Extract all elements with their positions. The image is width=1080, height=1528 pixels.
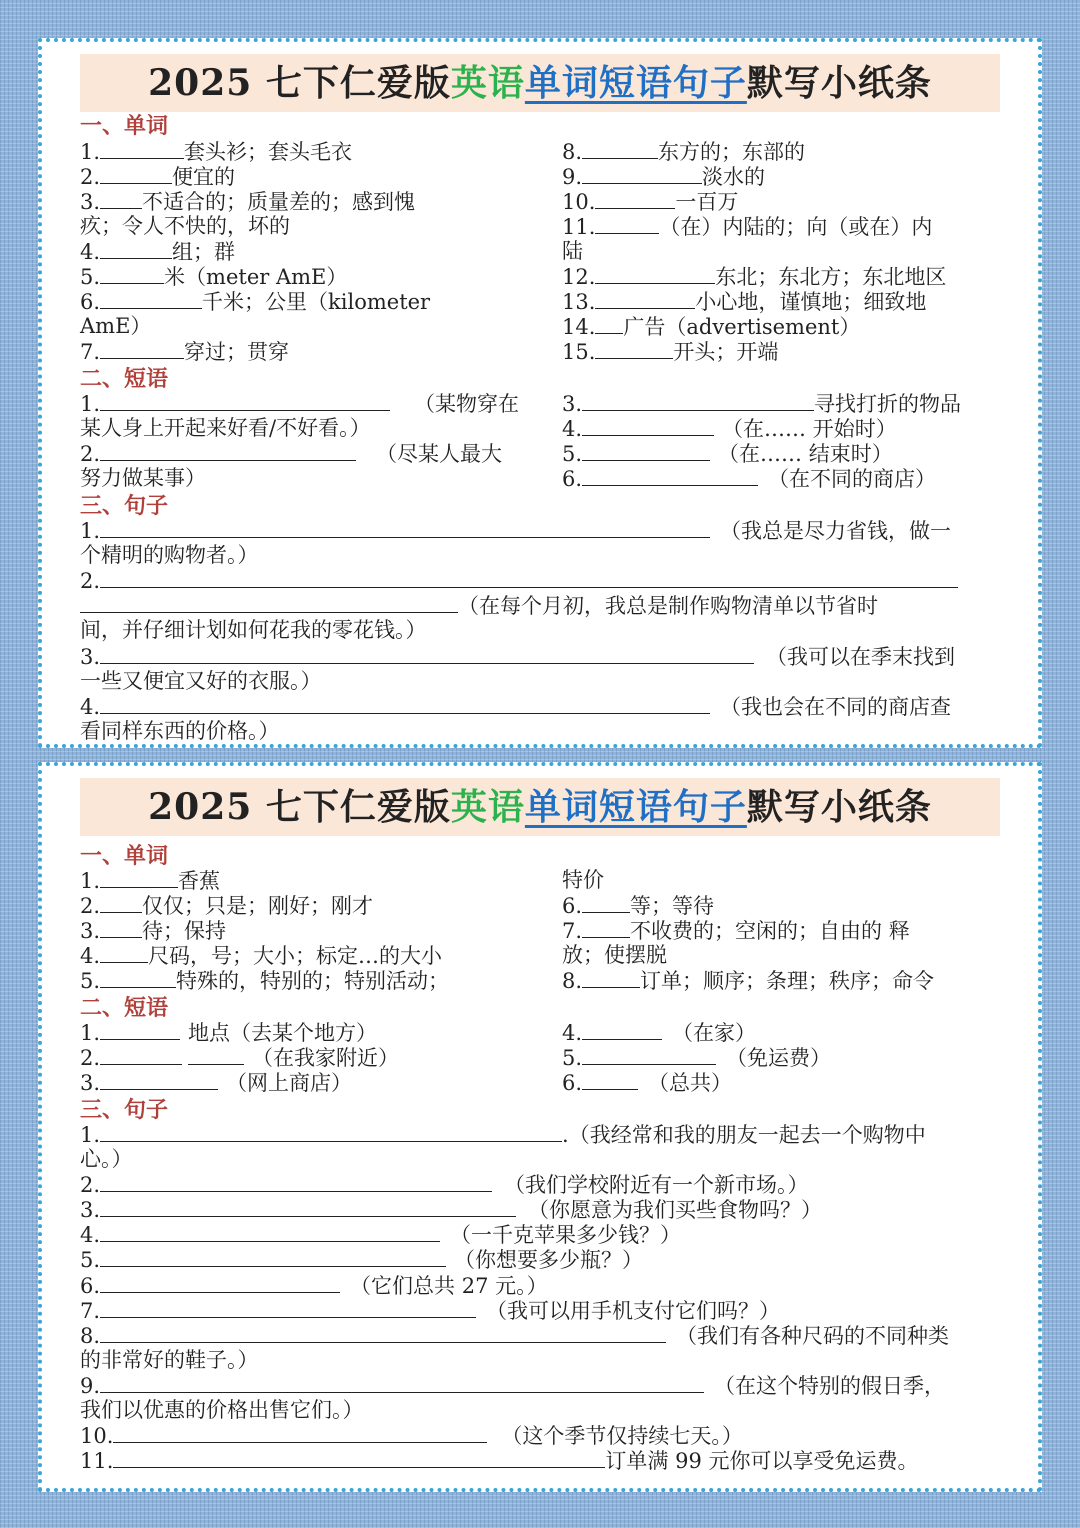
worksheet-title (80, 54, 1000, 112)
word-item[interactable]: 5. 特殊的，特别的；特别活动； (80, 969, 450, 993)
word-item[interactable]: 5. 米（meter AmE） (80, 265, 348, 289)
title-part-2: 英语 (450, 62, 525, 104)
word-item[interactable]: 7. 穿过；贯穿 (80, 340, 290, 364)
sentence-item[interactable]: 3. （你愿意为我们买些食物吗？） (80, 1198, 823, 1222)
sentence-item-cont: 我们以优惠的价格出售它们。） (80, 1398, 364, 1422)
section-phrases-heading: 二、短语 (80, 366, 169, 392)
word-item-cont: 陆 (562, 239, 583, 263)
phrase-item[interactable]: 4. （在…… 开始时） (562, 417, 897, 441)
sentence-item[interactable]: 4. （一千克苹果多少钱？） (80, 1223, 682, 1247)
sentence-item[interactable]: 11. 订单满 99 元你可以享受免运费。 (80, 1449, 919, 1473)
worksheet-card-2 (38, 762, 1042, 1492)
sentence-item-cont: 一些又便宜又好的衣服。） (80, 669, 322, 693)
title-part-1: 2025 七下仁爱版 (148, 786, 451, 828)
sentence-item-cont: 个精明的购物者。） (80, 543, 259, 567)
phrase-item[interactable]: 1. （某物穿在 (80, 392, 520, 416)
sentence-item[interactable]: 2. （我们学校附近有一个新市场。） (80, 1173, 809, 1197)
section-words-heading: 一、单词 (80, 843, 169, 869)
phrase-item[interactable]: 4. （在家） (562, 1021, 757, 1045)
word-item[interactable]: 6. 等；等待 (562, 894, 715, 918)
title-part-3: 单词短语句子 (524, 62, 747, 104)
phrase-item[interactable]: 5. （免运费） (562, 1046, 832, 1070)
word-item[interactable]: 12. 东北；东北方；东北地区 (562, 265, 947, 289)
title-part-4: 默写小纸条 (746, 786, 932, 828)
word-item[interactable]: 4. 组；群 (80, 240, 236, 264)
word-item[interactable]: 6. 千米；公里（kilometer (80, 290, 431, 314)
sentence-item-cont: 的非常好的鞋子。） (80, 1348, 259, 1372)
sentence-item[interactable]: 6. （它们总共 27 元。） (80, 1274, 548, 1298)
sentence-item-cont: 看同样东西的价格。） (80, 719, 280, 743)
word-item[interactable]: 10. 一百万 (562, 190, 739, 214)
section-sentences-heading: 三、句子 (80, 1097, 169, 1123)
sentence-item[interactable]: 2. (80, 568, 958, 594)
word-item[interactable]: 8. 东方的；东部的 (562, 140, 806, 164)
word-item[interactable]: 3. 不适合的；质量差的；感到愧 (80, 190, 416, 214)
sentence-item-cont: 心。） (80, 1147, 133, 1171)
word-item[interactable]: 1. 香蕉 (80, 869, 221, 893)
word-item[interactable]: 4. 尺码，号；大小；标定…的大小 (80, 944, 443, 968)
worksheet-title (80, 778, 1000, 836)
sentence-item[interactable]: 1. .（我经常和我的朋友一起去一个购物中 (80, 1123, 926, 1147)
word-item[interactable]: 3. 待；保持 (80, 919, 227, 943)
word-item[interactable]: 9. 淡水的 (562, 165, 766, 189)
phrase-item-cont: 努力做某事） (80, 466, 206, 490)
word-item[interactable]: 1. 套头衫；套头毛衣 (80, 140, 353, 164)
title-part-2: 英语 (450, 786, 525, 828)
sentence-item[interactable]: 7. （我可以用手机支付它们吗？） (80, 1299, 781, 1323)
word-item[interactable]: 2. 便宜的 (80, 165, 236, 189)
word-item-cont: 疚；令人不快的，坏的 (80, 214, 290, 238)
word-item-cont: 放；使摆脱 (562, 943, 667, 967)
phrase-item[interactable]: 6. （在不同的商店） (562, 467, 937, 491)
section-phrases-heading: 二、短语 (80, 995, 169, 1021)
word-item[interactable]: 15. 开头；开端 (562, 340, 779, 364)
word-item[interactable]: 13. 小心地，谨慎地；细致地 (562, 290, 927, 314)
title-part-1: 2025 七下仁爱版 (148, 62, 451, 104)
phrase-item[interactable]: 2. （尽某人最大 (80, 442, 503, 466)
word-item-cont: 特价 (562, 868, 604, 892)
word-item-cont: AmE） (80, 314, 152, 338)
sentence-item[interactable]: 5. （你想要多少瓶？） (80, 1248, 644, 1272)
phrase-item[interactable]: 6. （总共） (562, 1071, 733, 1095)
title-part-4: 默写小纸条 (746, 62, 932, 104)
phrase-item[interactable]: 3. （网上商店） (80, 1071, 353, 1095)
section-sentences-heading: 三、句子 (80, 493, 169, 519)
sentence-item-cont: 间，并仔细计划如何花我的零花钱。） (80, 618, 427, 642)
sentence-item-cont[interactable]: （在每个月初，我总是制作购物清单以节省时 (80, 593, 878, 619)
sentence-item[interactable]: 10. （这个季节仅持续七天。） (80, 1424, 743, 1448)
phrase-item[interactable]: 1. 地点（去某个地方） (80, 1021, 378, 1045)
word-item[interactable]: 7. 不收费的；空闲的；自由的 释 (562, 919, 910, 943)
word-item[interactable]: 11. （在）内陆的；向（或在）内 (562, 215, 933, 239)
phrase-item[interactable]: 5. （在…… 结束时） (562, 442, 893, 466)
sentence-item[interactable]: 8. （我们有各种尺码的不同种类 (80, 1324, 950, 1348)
word-item[interactable]: 8. 订单；顺序；条理；秩序；命令 (562, 969, 935, 993)
sentence-item[interactable]: 1. （我总是尽力省钱，做一 (80, 519, 952, 543)
worksheet-card-1 (38, 38, 1042, 748)
phrase-item[interactable]: 3. 寻找打折的物品 (562, 392, 962, 416)
phrase-item[interactable]: 2. （在我家附近） (80, 1046, 400, 1070)
sentence-item[interactable]: 3. （我可以在季末找到 (80, 645, 956, 669)
title-part-3: 单词短语句子 (524, 786, 747, 828)
sentence-item[interactable]: 9. （在这个特别的假日季， (80, 1374, 946, 1398)
section-words-heading: 一、单词 (80, 113, 169, 139)
word-item[interactable]: 14. 广告（advertisement） (562, 315, 861, 339)
phrase-item-cont: 某人身上开起来好看/不好看。） (80, 416, 371, 440)
sentence-item[interactable]: 4. （我也会在不同的商店查 (80, 695, 952, 719)
word-item[interactable]: 2. 仅仅；只是；刚好；刚才 (80, 894, 374, 918)
